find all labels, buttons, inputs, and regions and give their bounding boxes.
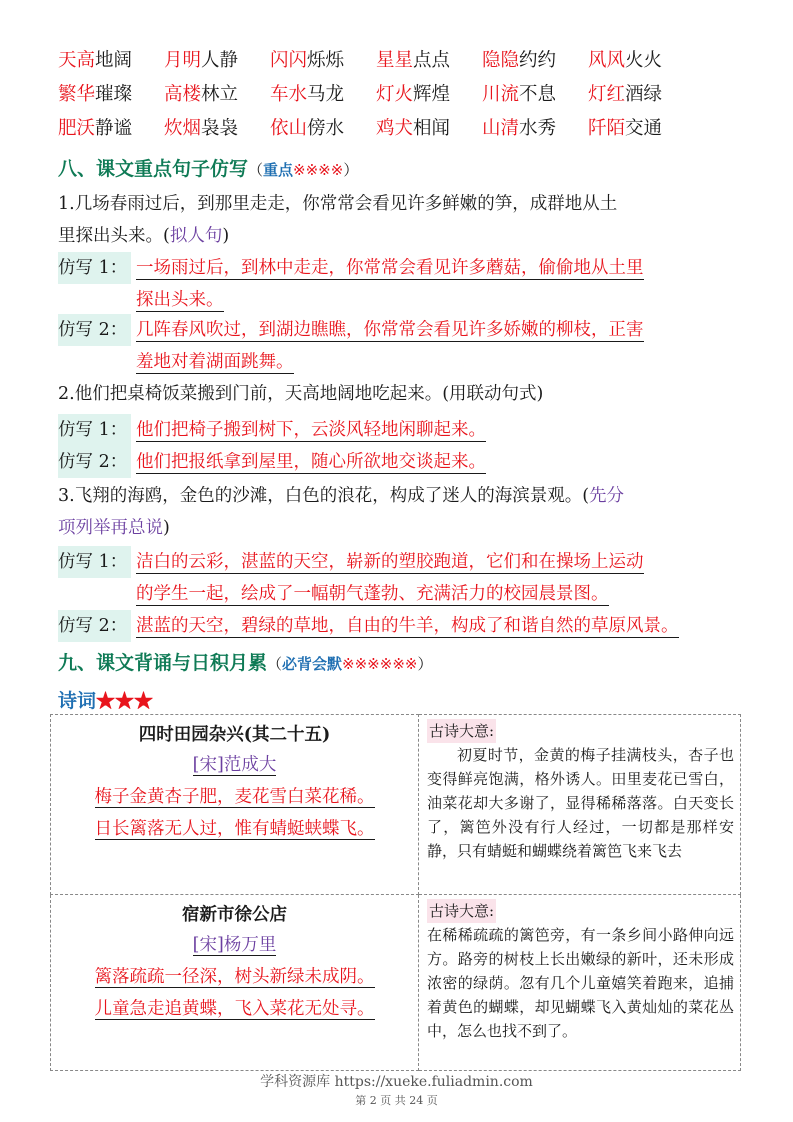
word-row [58, 114, 758, 148]
poem-meaning-cell [419, 715, 741, 895]
word-item: 灯红酒绿 [588, 84, 663, 105]
word-item: 闪闪烁烁 [270, 50, 345, 71]
imitation-answer: 仿写 2： 他们把报纸拿到屋里，随心所欲地交谈起来。 [58, 446, 748, 478]
section-note: （重点※※※※） [248, 161, 359, 179]
imitation-answer: 仿写 2： 几阵春风吹过，到湖边瞧瞧，你常常会看见许多娇嫩的柳枝，正害 羞地对着湖面跳舞。 [58, 314, 748, 378]
section-title: 八、课文重点句子仿写 [58, 158, 249, 180]
sentence-prompt: 2.他们把桌椅饭菜搬到门前，天高地阔地吃起来。(用联动句式) [58, 384, 544, 404]
poems-table [50, 714, 741, 1071]
word-item: 星星点点 [376, 50, 451, 71]
word-item: 车水马龙 [270, 84, 345, 105]
word-item: 肥沃静谧 [58, 118, 133, 139]
word-item: 风风火火 [588, 50, 663, 71]
poem-title: 四时田园杂兴(其二十五) [138, 725, 331, 745]
poem-author: [宋]杨万里 [192, 935, 277, 955]
section-heading [58, 154, 358, 181]
word-item: 川流不息 [482, 84, 557, 105]
poem-cell [51, 895, 419, 1071]
poem-author: [宋]范成大 [192, 755, 277, 775]
word-item: 依山傍水 [270, 118, 345, 139]
word-item: 炊烟袅袅 [164, 118, 239, 139]
section-title: 九、课文背诵与日积月累 [58, 652, 268, 674]
imitation-label: 仿写 1： [58, 546, 131, 578]
sentence-prompt: 1.几场春雨过后，到那里走走，你常常会看见许多鲜嫩的笋，成群地从土 里探出头来。(拟人句) [58, 194, 618, 246]
meaning-label: 古诗大意: [427, 719, 496, 743]
table-row [51, 895, 741, 1071]
poem-meaning-cell [419, 895, 741, 1071]
meaning-text: 在稀稀疏疏的篱笆旁，有一条乡间小路伸向远方。路旁的树枝上长出嫩绿的新叶，还未形成浓密的绿荫。忽有几个儿童嬉笑着跑来，追捕着黄色的蝴蝶，却见蝴蝶飞入黄灿灿的菜花丛中，怎么也找不到了。 [427, 926, 734, 1040]
sentence-hint: 项列举再总说 [58, 518, 163, 538]
word-item: 隐隐约约 [482, 50, 557, 71]
imitation-label: 仿写 2： [58, 314, 131, 346]
star-rating-icon: ★★★ [96, 690, 154, 712]
word-item: 月明人静 [164, 50, 239, 71]
imitation-label: 仿写 2： [58, 446, 131, 478]
page-number: 第 2 页 共 24 页 [355, 1094, 438, 1107]
poem-line: 日长篱落无人过，惟有蜻蜓蛱蝶飞。 [94, 819, 375, 839]
word-item: 高楼林立 [164, 84, 239, 105]
word-item: 繁华璀璨 [58, 84, 133, 105]
imitation-answer: 仿写 1： 一场雨过后，到林中走走，你常常会看见许多蘑菇，偷偷地从土里 探出头来。 [58, 252, 748, 316]
meaning-text: 初夏时节，金黄的梅子挂满枝头，杏子也变得鲜亮饱满，格外诱人。田里麦花已雪白，油菜花却大多谢了，显得稀稀落落。白天变长了，篱笆外没有行人经过，一切都是那样安静，只有蜻蜓和蝴蝶绕着篱笆飞来飞去 [427, 746, 734, 860]
section-heading [58, 648, 432, 675]
imitation-label: 仿写 1： [58, 252, 131, 284]
word-grid [58, 46, 758, 148]
sentence-prompt: 3.飞翔的海鸥，金色的沙滩，白色的浪花，构成了迷人的海滨景观。(先分 项列举再总说) [58, 486, 625, 538]
poem-line: 梅子金黄杏子肥，麦花雪白菜花稀。 [94, 787, 375, 807]
word-item: 山清水秀 [482, 118, 557, 139]
imitation-answer: 仿写 1： 洁白的云彩，湛蓝的天空，崭新的塑胶跑道，它们和在操场上运动 的学生一起，绘成了一幅朝气蓬勃、充满活力的校园晨景图。 [58, 546, 748, 610]
section-note: （必背会默※※※※※※） [267, 655, 433, 673]
poem-line: 篱落疏疏一径深，树头新绿未成阴。 [94, 967, 375, 987]
word-item: 阡陌交通 [588, 118, 663, 139]
imitation-answer: 仿写 1： 他们把椅子搬到树下，云淡风轻地闲聊起来。 [58, 414, 748, 446]
poem-cell [51, 715, 419, 895]
word-item: 天高地阔 [58, 50, 133, 71]
footer-source: 学科资源库 https://xueke.fuliadmin.com [260, 1074, 533, 1090]
poems-header: 诗词★★★ [58, 690, 154, 712]
imitation-label: 仿写 2： [58, 610, 131, 642]
poem-title: 宿新市徐公店 [182, 905, 287, 925]
word-item: 灯火辉煌 [376, 84, 451, 105]
meaning-label: 古诗大意: [427, 899, 496, 923]
imitation-label: 仿写 1： [58, 414, 131, 446]
word-item: 鸡犬相闻 [376, 118, 451, 139]
imitation-answer: 仿写 2： 湛蓝的天空，碧绿的草地，自由的牛羊，构成了和谐自然的草原风景。 [58, 610, 748, 642]
word-row [58, 46, 758, 80]
word-row [58, 80, 758, 114]
sentence-hint: 拟人句 [169, 226, 223, 246]
table-row [51, 715, 741, 895]
poem-line: 儿童急走追黄蝶，飞入菜花无处寻。 [94, 999, 375, 1019]
